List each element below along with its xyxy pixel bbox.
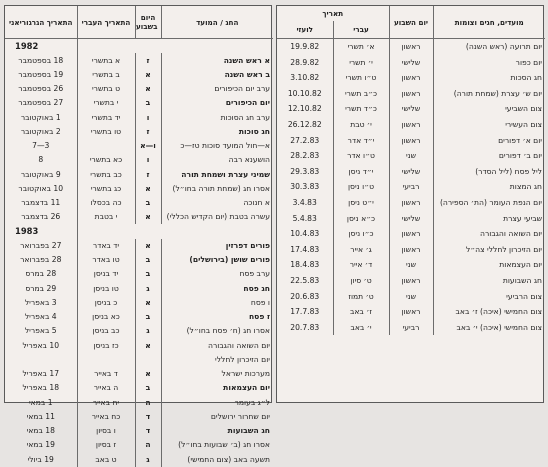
holiday-cell: א ראש השנה [161, 53, 273, 67]
weekday-cell: ראשון [389, 304, 433, 320]
hebrew-date-cell: יד באדר [77, 239, 135, 253]
left-table-row [5, 324, 273, 338]
hebrew-date-cell: ד באייר [77, 367, 135, 381]
gregorian-date-cell: 9 באוקטובר [20, 169, 61, 179]
weekday-cell: ב [135, 267, 161, 281]
holiday-cell: ערב יום הכיפורים [161, 82, 273, 96]
hebrew-date-cell [77, 139, 135, 153]
hebrew-date-cell: כה בכסלו [77, 196, 135, 210]
holiday-cell: ערב חג הסוכות [161, 110, 273, 124]
left-table-row [5, 125, 273, 139]
right-table-row [277, 211, 545, 227]
gregorian-date-cell: 3.4.83 [292, 197, 317, 207]
gregorian-date-cell: 29 במרס [25, 283, 57, 293]
holiday-cell: הושענא רבה [161, 153, 273, 167]
gregorian-date-cell: 18 באפריל [22, 383, 60, 393]
left-header-gregorian: התאריך הגרגוריאני [5, 6, 77, 39]
weekday-cell: ב [135, 310, 161, 324]
hebrew-date-cell: י׳ תשרי [333, 55, 389, 71]
holiday-cell: צום החמישי (איכה) ז׳ באב [433, 304, 545, 320]
left-table-row [5, 253, 273, 267]
gregorian-date-cell: 1 באוקטובר [20, 112, 61, 122]
weekday-cell: ראשון [389, 226, 433, 242]
holiday-cell: יום השואה והגבורה [433, 226, 545, 242]
hebrew-date-cell: ט׳ סיון [333, 273, 389, 289]
gregorian-date-cell: 28.9.82 [290, 57, 320, 67]
hebrew-date-cell: כב בתשרי [77, 167, 135, 181]
gregorian-date-cell: 26.12.82 [287, 119, 322, 129]
right-header-weekday: יום השבוע [389, 6, 433, 39]
gregorian-date-cell: 27 בפברואר [20, 240, 62, 250]
gregorian-date-cell: 4 באפריל [24, 312, 57, 322]
right-table-row [277, 133, 545, 149]
holiday-cell: יום תרועה (ראש השנה) [433, 39, 545, 55]
weekday-cell: א [135, 68, 161, 82]
holiday-cell: חג פסח [161, 281, 273, 295]
right-table-row [277, 117, 545, 133]
right-table-row [277, 257, 545, 273]
gregorian-date-cell: 3 באפריל [24, 297, 57, 307]
weekday-cell: ה [135, 395, 161, 409]
hebrew-date-cell: י״ט ניסן [333, 195, 389, 211]
left-table-row [5, 167, 273, 181]
holiday-cell: יום העצמאות [433, 257, 545, 273]
left-table-row [5, 381, 273, 395]
hebrew-date-cell: יח באייר [77, 395, 135, 409]
weekday-cell: א [135, 296, 161, 310]
gregorian-date-cell: 26 בספטמבר [18, 84, 64, 94]
hebrew-date-cell: ט״ו ניסן [333, 179, 389, 195]
hebrew-date-cell: ב בתשרי [77, 68, 135, 82]
hebrew-date-cell: כא בתשרי [77, 153, 135, 167]
holiday-cell: יום ש׳ עצרת (שמחת תורה) [433, 86, 545, 102]
weekday-cell: ו [135, 153, 161, 167]
holiday-cell: יום העצמאות [161, 381, 273, 395]
left-table-row [5, 267, 273, 281]
gregorian-date-cell: 8 [38, 155, 44, 165]
left-table-row [5, 239, 273, 253]
weekday-cell: ז [135, 125, 161, 139]
right-table-row [277, 304, 545, 320]
gregorian-date-cell: 18 במאי [26, 426, 55, 436]
right-header-holiday: מועדים, חגים וצומות [433, 6, 545, 39]
left-table-row [5, 53, 273, 67]
gregorian-date-cell: 3.10.82 [290, 73, 320, 83]
gregorian-date-cell: 19 במאי [26, 440, 55, 450]
holiday-cell: חג המצות [433, 179, 545, 195]
hebrew-date-cell: כ בניסן [77, 296, 135, 310]
holiday-cell: יום הנפת העומר (הת׳ הספירה) [433, 195, 545, 211]
holiday-cell: א—חול המועד סוכות טז—כ [161, 139, 273, 153]
right-table-row [277, 273, 545, 289]
hebrew-date-cell: י בתשרי [77, 96, 135, 110]
gregorian-date-cell: 19 ביולי [27, 454, 54, 464]
gregorian-date-cell: 11 בדצמבר [21, 198, 61, 208]
weekday-cell: ב [135, 196, 161, 210]
weekday-cell: רביעי [389, 179, 433, 195]
holiday-cell: א חנוכה [161, 196, 273, 210]
hebrew-date-cell: ז׳ באב [333, 304, 389, 320]
gregorian-date-cell: 12.10.82 [287, 104, 322, 114]
hebrew-date-cell: כב בניסן [77, 324, 135, 338]
left-table-row [5, 353, 273, 367]
hebrew-date-cell: ט״ו תשרי [333, 70, 389, 86]
holiday-cell: יום ב׳ דפורים [433, 148, 545, 164]
hebrew-date-cell: כג בתשרי [77, 182, 135, 196]
left-holiday-table [5, 6, 273, 467]
weekday-cell: ד [135, 424, 161, 438]
hebrew-date-cell: ט באב [77, 452, 135, 466]
right-table-body [277, 39, 545, 336]
weekday-cell: ג [135, 324, 161, 338]
holiday-cell: צום הרביעי [433, 289, 545, 305]
weekday-cell: ראשון [389, 273, 433, 289]
weekday-cell: ראשון [389, 117, 433, 133]
right-table-row [277, 101, 545, 117]
weekday-cell: ראשון [389, 195, 433, 211]
weekday-cell: ראשון [389, 133, 433, 149]
year-label: 1982 [15, 40, 39, 51]
left-table-row [5, 153, 273, 167]
holiday-cell: חג הסכות [433, 70, 545, 86]
left-header-weekday: היום בשבוע [135, 6, 161, 39]
hebrew-date-cell [77, 353, 135, 367]
holiday-cell: יום כפור [433, 55, 545, 71]
holiday-cell: מערכות ישראל [161, 367, 273, 381]
right-table-row [277, 289, 545, 305]
holiday-cell: ליל פסח (ליל הסדר) [433, 164, 545, 180]
holiday-cell: יום הזיכרון לחללי צה״ל [433, 242, 545, 258]
hebrew-date-cell: ט״ו אדר [333, 148, 389, 164]
weekday-cell: ו [135, 110, 161, 124]
left-header-row [5, 6, 273, 39]
weekday-cell: ראשון [389, 70, 433, 86]
right-table-row [277, 39, 545, 55]
right-header-date: תאריך [322, 8, 344, 18]
left-table-row [5, 424, 273, 438]
gregorian-date-cell [5, 353, 77, 367]
hebrew-date-cell: י״ד אדר [333, 133, 389, 149]
weekday-cell: א [135, 182, 161, 196]
right-header-row [277, 6, 545, 21]
gregorian-date-cell: 18 בספטמבר [18, 55, 64, 65]
holiday-cell: שמיני עצרת ושמחת תורה [161, 167, 273, 181]
holiday-cell: פורים שושן (בירושלים) [161, 253, 273, 267]
right-table-panel [276, 5, 544, 403]
weekday-cell: שלישי [389, 211, 433, 227]
right-table-row [277, 320, 545, 336]
hebrew-date-cell: א בתשרי [77, 53, 135, 67]
weekday-cell [135, 353, 161, 367]
gregorian-date-cell: 18.4.83 [290, 260, 320, 270]
weekday-cell: ז [135, 53, 161, 67]
hebrew-date-cell: יד בתשרי [77, 110, 135, 124]
gregorian-date-cell: 26 בדצמבר [21, 212, 61, 222]
holiday-cell: חג סוכות [161, 125, 273, 139]
weekday-cell: ו—א [135, 139, 161, 153]
weekday-cell: רביעי [389, 320, 433, 336]
hebrew-date-cell: י״ד ניסן [333, 164, 389, 180]
weekday-cell: שלישי [389, 164, 433, 180]
left-table-row [5, 310, 273, 324]
gregorian-date-cell: 20.7.83 [290, 322, 320, 332]
weekday-cell: ראשון [389, 242, 433, 258]
hebrew-date-cell: טו באדר [77, 253, 135, 267]
weekday-cell: א [135, 239, 161, 253]
gregorian-date-cell: 29.3.83 [290, 166, 320, 176]
holiday-cell: יום שחרור ירושלים [161, 410, 273, 424]
right-table-row [277, 86, 545, 102]
right-header-gregorian: לועזי [277, 21, 333, 39]
hebrew-date-cell: ט בתשרי [77, 82, 135, 96]
left-table-panel [4, 5, 272, 464]
gregorian-date-cell: 30.3.83 [290, 182, 320, 192]
weekday-cell: שלישי [389, 55, 433, 71]
weekday-cell: ד [135, 410, 161, 424]
holiday-cell: ז פסח [161, 310, 273, 324]
left-table-row [5, 296, 273, 310]
gregorian-date-cell: 10.10.82 [287, 88, 322, 98]
right-table-row [277, 195, 545, 211]
right-table-row [277, 242, 545, 258]
weekday-cell: שני [389, 289, 433, 305]
gregorian-date-cell: 2 באוקטובר [20, 126, 61, 136]
left-table-row [5, 210, 273, 224]
gregorian-date-cell: 27.2.83 [290, 135, 320, 145]
left-table-row [5, 395, 273, 409]
gregorian-date-cell: 17.4.83 [290, 244, 320, 254]
weekday-cell: א [135, 82, 161, 96]
hebrew-date-cell: כ״ו ניסן [333, 226, 389, 242]
right-holiday-table [277, 6, 545, 335]
hebrew-date-cell: א׳ תשרי [333, 39, 389, 55]
gregorian-date-cell: 27 בספטמבר [18, 98, 64, 108]
holiday-cell: ערב פסח [161, 267, 273, 281]
gregorian-date-cell: 5.4.83 [292, 213, 317, 223]
gregorian-date-cell: 10.4.83 [290, 229, 320, 239]
weekday-cell: ה [135, 438, 161, 452]
hebrew-date-cell: יד בניסן [77, 267, 135, 281]
holiday-cell: שביעי עצרת [433, 211, 545, 227]
hebrew-date-cell: כ״ד תשרי [333, 101, 389, 117]
holiday-cell: אסרו חג (ב׳ שבועות בחו״ל) [161, 438, 273, 452]
year-label: 1983 [15, 226, 39, 237]
holiday-cell: צום השביעי [433, 101, 545, 117]
weekday-cell: שלישי [389, 101, 433, 117]
left-table-row [5, 410, 273, 424]
hebrew-date-cell: כא בניסן [77, 310, 135, 324]
holiday-cell: חג השבועות [433, 273, 545, 289]
weekday-cell: א [135, 210, 161, 224]
year-spacer [77, 39, 273, 54]
hebrew-date-cell: י׳ באב [333, 320, 389, 336]
right-table-row [277, 148, 545, 164]
weekday-cell: ראשון [389, 86, 433, 102]
year-row [5, 224, 273, 238]
weekday-cell: ג [135, 452, 161, 466]
holiday-cell: ב ראש השנה [161, 68, 273, 82]
hebrew-date-cell: ג׳ אייר [333, 242, 389, 258]
left-table-row [5, 110, 273, 124]
holiday-cell: ו פסח [161, 296, 273, 310]
holiday-cell: יום הזיכרון לחללי [161, 353, 273, 367]
weekday-cell: א [135, 338, 161, 352]
left-header-hebrew: התאריך העברי [77, 6, 135, 39]
hebrew-date-cell: טו בתשרי [77, 125, 135, 139]
holiday-cell: פורים דפרזין [161, 239, 273, 253]
hebrew-date-cell: כח באייר [77, 410, 135, 424]
hebrew-date-cell: ז בסיון [77, 438, 135, 452]
hebrew-date-cell: טו בניסן [77, 281, 135, 295]
gregorian-date-cell: 17 באפריל [22, 369, 60, 379]
hebrew-date-cell: ה באייר [77, 381, 135, 395]
left-table-row [5, 139, 273, 153]
hebrew-date-cell: כז בניסן [77, 338, 135, 352]
gregorian-date-cell: 10 באוקטובר [18, 183, 64, 193]
gregorian-date-cell: 28 במרס [25, 269, 57, 279]
left-table-row [5, 96, 273, 110]
gregorian-date-cell: 28.2.83 [290, 151, 320, 161]
gregorian-date-cell: 19 בספטמבר [18, 69, 64, 79]
left-header-holiday: החג / המועד [161, 6, 273, 39]
weekday-cell: ז [135, 167, 161, 181]
year-spacer [77, 224, 273, 238]
left-table-row [5, 367, 273, 381]
holiday-cell: יום השואה והגבורה [161, 338, 273, 352]
left-table-row [5, 452, 273, 466]
weekday-cell: ב [135, 96, 161, 110]
right-table-row [277, 226, 545, 242]
hebrew-date-cell: כ״ב תשרי [333, 86, 389, 102]
holiday-cell: אסרו חג (ח׳ פסח בחו״ל) [161, 324, 273, 338]
right-table-row [277, 70, 545, 86]
holiday-cell: ל״ג בעומר [161, 395, 273, 409]
weekday-cell: א [135, 367, 161, 381]
left-table-row [5, 182, 273, 196]
hebrew-date-cell: כ״א ניסן [333, 211, 389, 227]
holiday-cell: עשרה בטבת (יום הקדיש הכללי) [161, 210, 273, 224]
left-table-row [5, 196, 273, 210]
hebrew-date-cell: י בטבת [77, 210, 135, 224]
weekday-cell: שני [389, 257, 433, 273]
gregorian-date-cell: 20.6.83 [290, 291, 320, 301]
gregorian-date-cell: 1 במאי [28, 397, 53, 407]
holiday-cell: יום הכיפורים [161, 96, 273, 110]
gregorian-date-cell: 28 בפברואר [20, 255, 62, 265]
year-row [5, 39, 273, 54]
right-table-row [277, 179, 545, 195]
weekday-cell: ראשון [389, 39, 433, 55]
right-header-hebrew: עברי [333, 21, 389, 39]
holiday-cell: תשעה באב (צום החמישי) [161, 452, 273, 466]
left-table-row [5, 82, 273, 96]
hebrew-date-cell: ד׳ אייר [333, 257, 389, 273]
hebrew-date-cell: י׳ טבת [333, 117, 389, 133]
weekday-cell: ג [135, 281, 161, 295]
gregorian-date-cell: 5 באפריל [24, 326, 57, 336]
weekday-cell: ב [135, 253, 161, 267]
left-table-body [5, 39, 273, 467]
holiday-cell: צום העשירי [433, 117, 545, 133]
holiday-cell: צום החמישי (איכה) י׳ באב [433, 320, 545, 336]
left-table-row [5, 438, 273, 452]
right-table-row [277, 55, 545, 71]
left-table-row [5, 338, 273, 352]
holiday-cell: יום א׳ דפורים [433, 133, 545, 149]
holiday-cell: חג השבועות [161, 424, 273, 438]
weekday-cell: שני [389, 148, 433, 164]
gregorian-date-cell: 22.5.83 [290, 275, 320, 285]
hebrew-date-cell: ט׳ תמוז [333, 289, 389, 305]
weekday-cell: ב [135, 381, 161, 395]
hebrew-date-cell: ו בסיון [77, 424, 135, 438]
holiday-cell: אסרו חג (שמחת תורה בחו״ל) [161, 182, 273, 196]
gregorian-date-cell: 19.9.82 [290, 42, 320, 51]
gregorian-date-cell: 11 במאי [26, 411, 55, 421]
gregorian-date-cell: 10 באפריל [22, 340, 60, 350]
left-table-row [5, 281, 273, 295]
gregorian-date-cell: 3—7 [32, 141, 50, 151]
right-table-row [277, 164, 545, 180]
gregorian-date-cell: 17.7.83 [290, 307, 320, 317]
left-table-row [5, 68, 273, 82]
